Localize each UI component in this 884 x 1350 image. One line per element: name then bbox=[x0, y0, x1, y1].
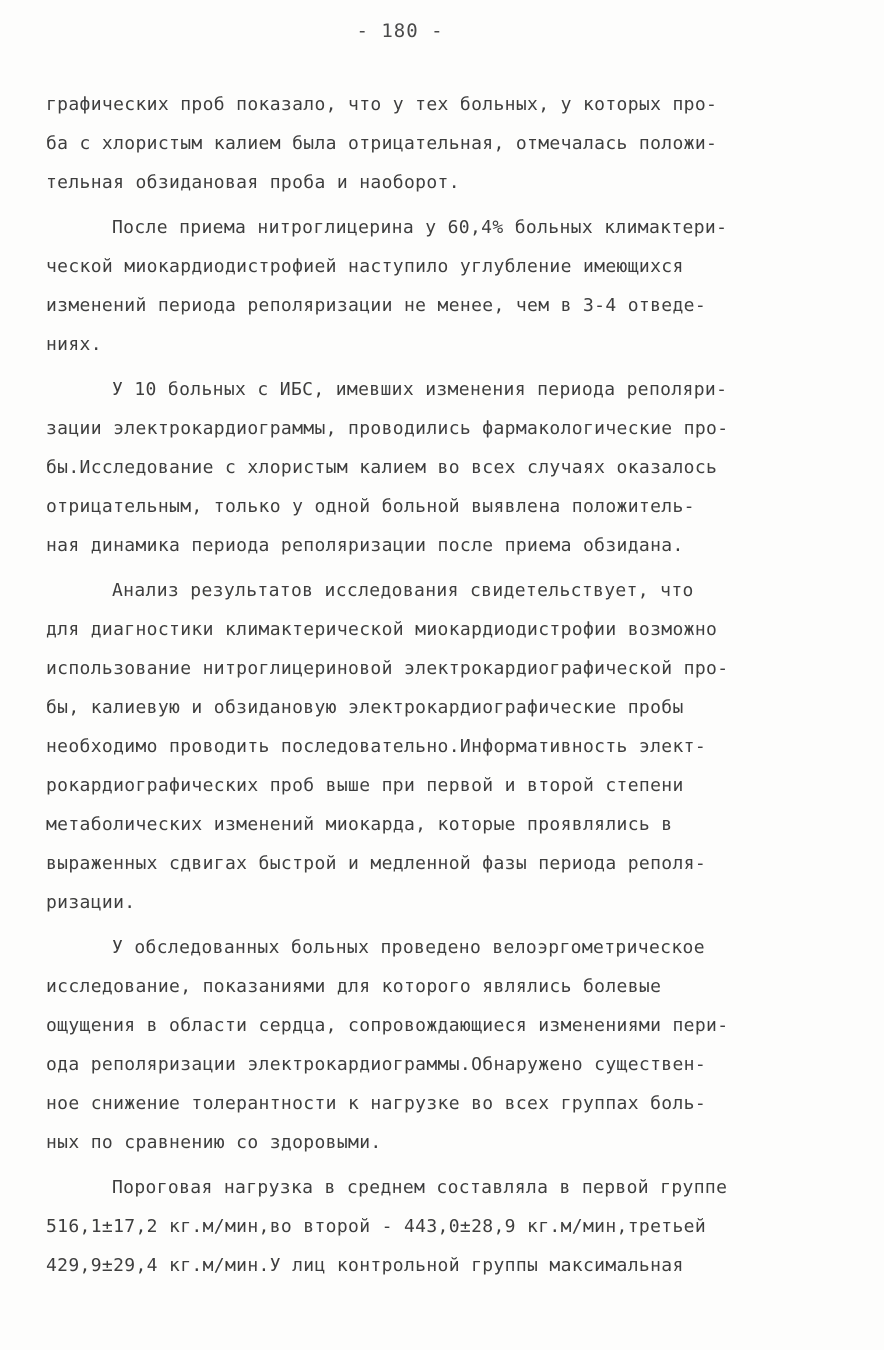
text-line: После приема нитроглицерина у 60,4% больных климактери- bbox=[112, 217, 728, 238]
text-line: бы, калиевую и обзидановую электрокардиографические пробы bbox=[46, 697, 684, 718]
text-line: У 10 больных с ИБС, имевших изменения периода реполяри- bbox=[112, 379, 728, 400]
text-line: У обследованных больных проведено велоэргометрическое bbox=[112, 937, 705, 958]
text-line: ниях. bbox=[46, 334, 102, 355]
text-line: отрицательным, только у одной больной выявлена положитель- bbox=[46, 496, 695, 517]
text-line: ризации. bbox=[46, 892, 136, 913]
paragraph bbox=[46, 1168, 846, 1285]
text-line: графических проб показало, что у тех больных, у которых про- bbox=[46, 94, 718, 115]
text-line: использование нитроглицериновой электрокардиографической про- bbox=[46, 658, 729, 679]
paragraph bbox=[46, 571, 846, 922]
page-number: - 180 - bbox=[356, 20, 444, 42]
text-line: ощущения в области сердца, сопровождающиеся изменениями пери- bbox=[46, 1015, 729, 1036]
text-line: для диагностики климактерической миокардиодистрофии возможно bbox=[46, 619, 718, 640]
text-line: ческой миокардиодистрофией наступило углубление имеющихся bbox=[46, 256, 684, 277]
text-line: рокардиографических проб выше при первой и второй степени bbox=[46, 775, 684, 796]
text-line: метаболических изменений миокарда, которые проявлялись в bbox=[46, 814, 673, 835]
text-line: исследование, показаниями для которого являлись болевые bbox=[46, 976, 662, 997]
body-text bbox=[46, 85, 846, 1291]
text-line: ное снижение толерантности к нагрузке во всех группах боль- bbox=[46, 1093, 707, 1114]
paragraph bbox=[46, 85, 846, 202]
text-line: бы.Исследование с хлористым калием во всех случаях оказалось bbox=[46, 457, 718, 478]
text-line: ба с хлористым калием была отрицательная, отмечалась положи- bbox=[46, 133, 718, 154]
text-line: необходимо проводить последовательно.Информативность элект- bbox=[46, 736, 707, 757]
text-line: выраженных сдвигах быстрой и медленной фазы периода реполя- bbox=[46, 853, 707, 874]
text-line: зации электрокардиограммы, проводились фармакологические про- bbox=[46, 418, 729, 439]
text-line: изменений периода реполяризации не менее, чем в 3-4 отведе- bbox=[46, 295, 707, 316]
paragraph bbox=[46, 370, 846, 565]
text-line: ных по сравнению со здоровыми. bbox=[46, 1132, 382, 1153]
text-line: Пороговая нагрузка в среднем составляла в первой группе bbox=[112, 1177, 728, 1198]
text-line: ода реполяризации электрокардиограммы.Обнаружено существен- bbox=[46, 1054, 707, 1075]
text-line: ная динамика периода реполяризации после приема обзидана. bbox=[46, 535, 684, 556]
text-line: 516,1±17,2 кг.м/мин,во второй - 443,0±28,9 кг.м/мин,третьей bbox=[46, 1216, 707, 1237]
paragraph bbox=[46, 928, 846, 1162]
text-line: Анализ результатов исследования свидетельствует, что bbox=[112, 580, 694, 601]
paragraph bbox=[46, 208, 846, 364]
text-line: тельная обзидановая проба и наоборот. bbox=[46, 172, 460, 193]
text-line: 429,9±29,4 кг.м/мин.У лиц контрольной группы максимальная bbox=[46, 1255, 684, 1276]
